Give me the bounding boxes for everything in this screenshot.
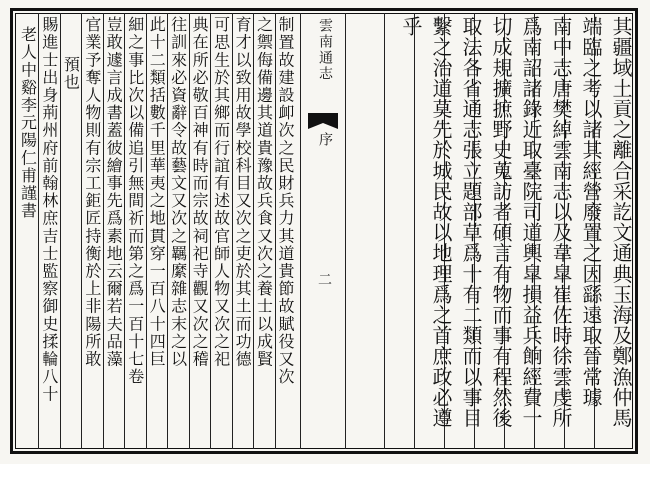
column-rule	[60, 13, 61, 449]
column-rule	[124, 13, 125, 449]
text-column: 南中志唐樊綽雲南志以及韋皐崔佐時徐雲虔所	[549, 16, 573, 428]
text-column: 老人中谿李元陽仁甫謹書	[18, 26, 38, 220]
column-rule	[38, 13, 39, 449]
fold-page-number: 二	[316, 272, 332, 288]
text-column: 典在所必敬百神有時而宗故祠祀寺觀又次之稽	[190, 16, 210, 368]
column-rule	[189, 13, 190, 449]
text-column: 細之事比次以備追引無間祈而第之爲一百十七卷	[125, 16, 145, 386]
column-rule	[81, 13, 82, 449]
text-column: 其疆域土貢之離合采訖文通典玉海及鄭漁仲馬	[609, 16, 633, 428]
text-column: 豈敢遽言成書蓋彼繪事先爲素地云爾若夫品藻	[104, 16, 124, 368]
column-rule	[275, 13, 276, 449]
column-rule	[384, 13, 385, 449]
text-column: 官業予奪人物則有宗工鉅匠持衡於上非陽所敢	[82, 16, 102, 368]
text-column: 切成規擴摭野史蒐訪者碩言有物而事有程然後	[489, 16, 513, 428]
text-column: 之禦侮備邊其道貴豫故兵食又次之養士以成賢	[254, 16, 274, 368]
text-column: 爲南詔諸錄近取臺院司道輿皐損益兵餉經費一	[519, 16, 543, 428]
text-column: 端臨之考以諸其經營廢置之因繇遠取晉常璩	[579, 16, 603, 408]
column-rule	[103, 13, 104, 449]
text-column: 乎	[399, 16, 423, 37]
column-rule	[210, 13, 211, 449]
column-rule	[253, 13, 254, 449]
fold-title: 雲南通志	[317, 18, 333, 82]
text-column: 制置故建設卹次之民財兵力其道貴節故賦役又次	[275, 16, 295, 386]
text-column: 賜進士出身荊州府前翰林庶吉士監察御史揉輪八十	[39, 16, 59, 404]
column-rule	[146, 13, 147, 449]
column-rule	[232, 13, 233, 449]
text-column: 繫之治道莫先於城民故以地理爲之首庶政必遵	[429, 16, 453, 428]
column-rule	[167, 13, 168, 449]
text-column: 此十二類括數千里華夷之地貫穿一百八十四巨	[147, 16, 167, 368]
fishtail-mark	[308, 113, 338, 123]
fold-section: 序	[317, 132, 333, 146]
text-column: 預也	[61, 56, 81, 92]
text-column: 可思生於其鄉而行誼有述故官師人物又次之祀	[211, 16, 231, 368]
text-column: 取法各省通志張立題部草爲十有二類而以事目	[459, 16, 483, 428]
text-column: 育才以致用故學校科目又次之吏於其土而功德	[233, 16, 253, 368]
text-column: 往訓來必資辭令故藝文又次之羈縻雜志末之以	[168, 16, 188, 368]
